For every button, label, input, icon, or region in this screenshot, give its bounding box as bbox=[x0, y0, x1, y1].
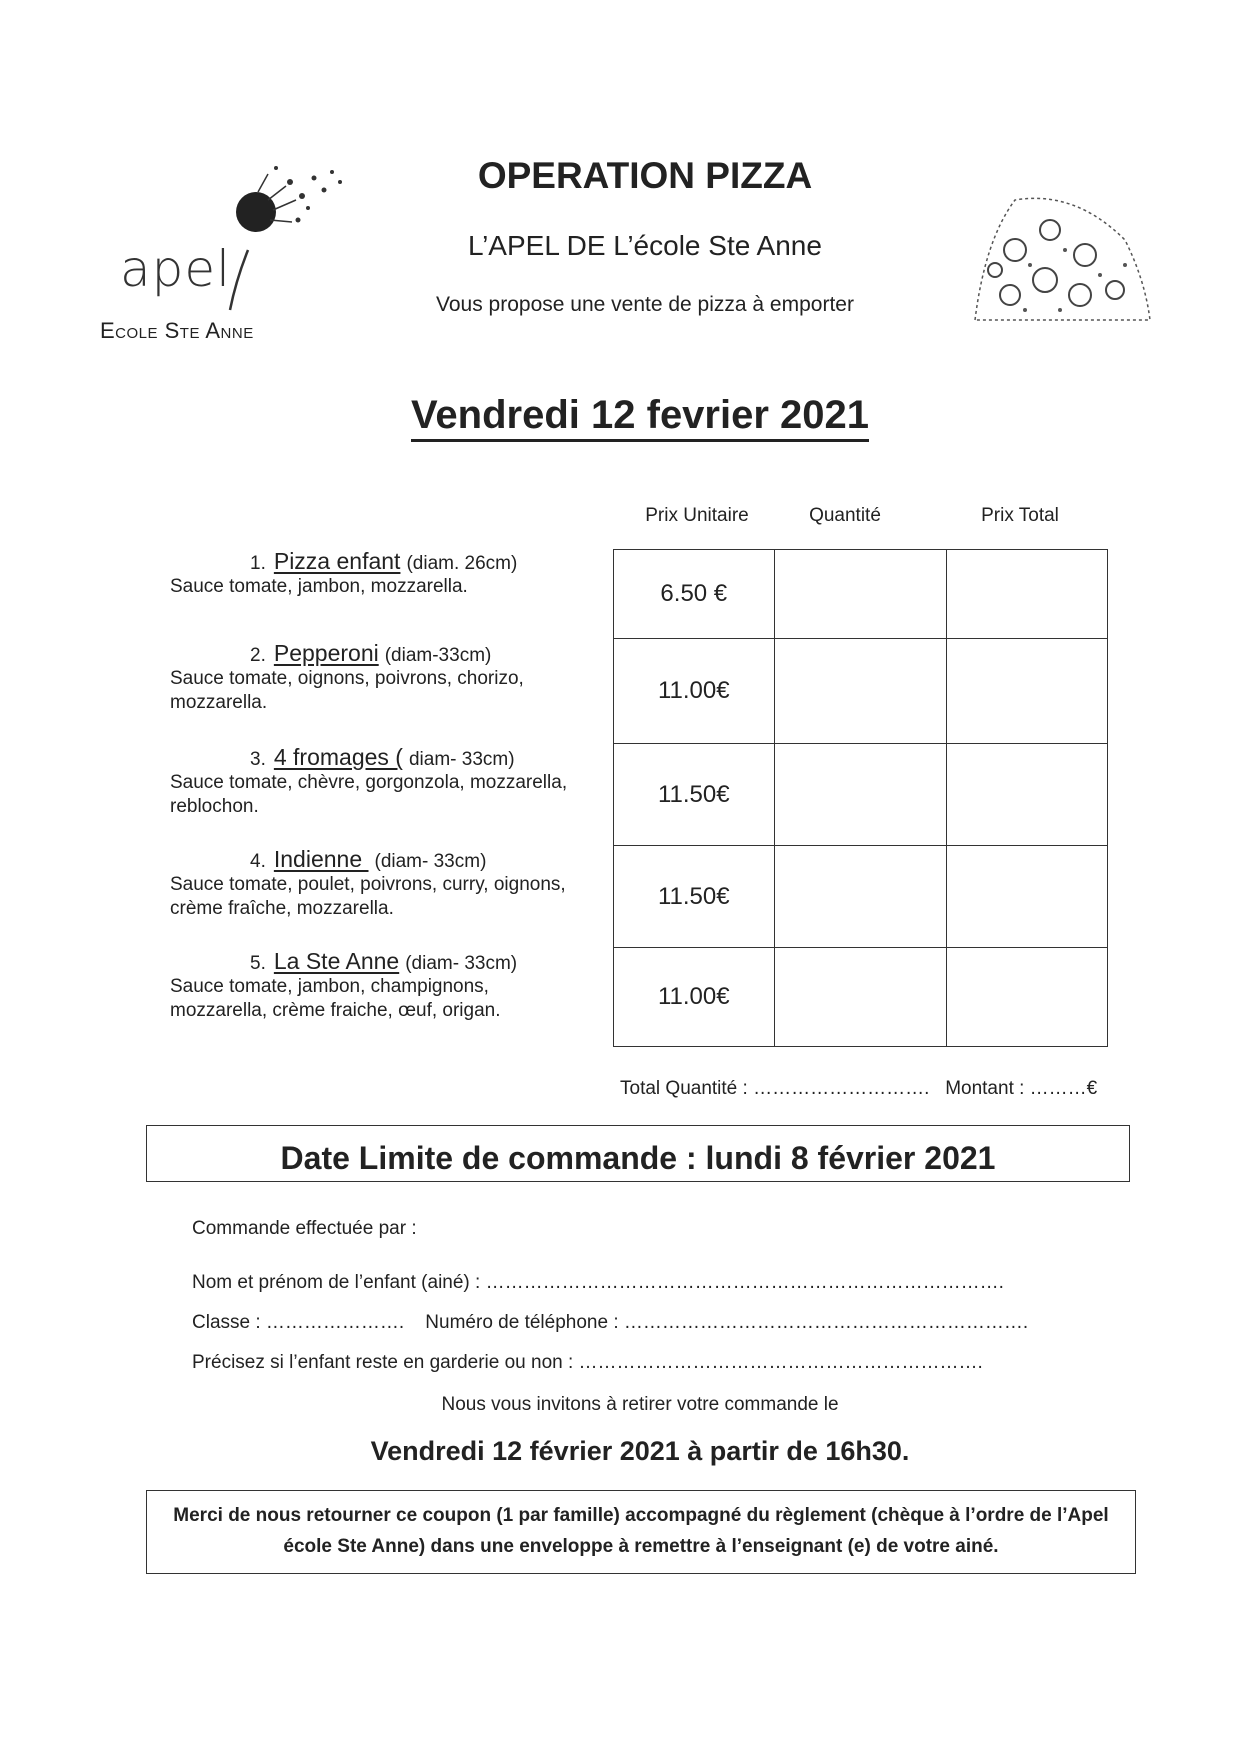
item-size: (diam-33cm) bbox=[384, 645, 492, 666]
item-description: Sauce tomate, poulet, poivrons, curry, oignons, crème fraîche, mozzarella. bbox=[170, 874, 566, 919]
ordered-by-label: Commande effectuée par : bbox=[192, 1218, 417, 1239]
item-size: diam- 33cm) bbox=[408, 749, 515, 770]
page-title: OPERATION PIZZA bbox=[477, 155, 813, 196]
quantity-cell[interactable] bbox=[774, 744, 946, 846]
item-description: Sauce tomate, oignons, poivrons, chorizo, mozzarella. bbox=[170, 668, 524, 713]
pickup-text: Nous vous invitons à retirer votre commande le bbox=[441, 1394, 839, 1415]
order-deadline: Date Limite de commande : lundi 8 février 2021 bbox=[280, 1140, 996, 1176]
pickup-date: Vendredi 12 février 2021 à partir de 16h30. bbox=[370, 1436, 910, 1466]
item-size: (diam. 26cm) bbox=[406, 553, 518, 574]
item-name: Indienne bbox=[273, 846, 369, 872]
logo-school-name: Ecole Ste Anne bbox=[100, 318, 254, 343]
column-header-unit-price: Prix Unitaire bbox=[645, 505, 749, 526]
order-table bbox=[613, 549, 1108, 1047]
total-price-cell[interactable] bbox=[946, 550, 1107, 639]
class-phone-field[interactable]: Classe : …………………. Numéro de téléphone : ………………………………………………………. bbox=[192, 1312, 1029, 1333]
column-header-quantity: Quantité bbox=[809, 505, 881, 526]
item-name: 4 fromages ( bbox=[273, 744, 403, 770]
total-price-cell[interactable] bbox=[946, 744, 1107, 846]
menu-item bbox=[170, 846, 590, 921]
item-name: Pizza enfant bbox=[273, 548, 401, 574]
quantity-cell[interactable] bbox=[774, 639, 946, 744]
item-size: (diam- 33cm) bbox=[374, 851, 487, 872]
item-size: (diam- 33cm) bbox=[405, 953, 518, 974]
unit-price-cell: 11.50€ bbox=[614, 744, 775, 846]
item-number: 3. bbox=[250, 749, 266, 770]
table-row bbox=[614, 948, 1108, 1047]
total-price-cell[interactable] bbox=[946, 846, 1107, 948]
table-row bbox=[614, 639, 1108, 744]
page-tagline: Vous propose une vente de pizza à emporter bbox=[436, 293, 854, 316]
unit-price-cell: 11.00€ bbox=[614, 948, 775, 1047]
table-row bbox=[614, 550, 1108, 639]
menu-item bbox=[170, 640, 590, 715]
menu-item bbox=[170, 744, 590, 819]
menu-item bbox=[170, 548, 590, 599]
table-row bbox=[614, 744, 1108, 846]
table-row bbox=[614, 846, 1108, 948]
item-number: 4. bbox=[250, 851, 266, 872]
pizza-slice-icon bbox=[955, 180, 1155, 330]
item-name: La Ste Anne bbox=[273, 948, 400, 974]
item-number: 5. bbox=[250, 953, 266, 974]
unit-price-cell: 6.50 € bbox=[614, 550, 775, 639]
item-description: Sauce tomate, jambon, champignons, mozzarella, crème fraiche, œuf, origan. bbox=[170, 976, 501, 1021]
logo-wordmark: apel bbox=[120, 240, 232, 298]
total-price-cell[interactable] bbox=[946, 639, 1107, 744]
unit-price-cell: 11.00€ bbox=[614, 639, 775, 744]
unit-price-cell: 11.50€ bbox=[614, 846, 775, 948]
total-price-cell[interactable] bbox=[946, 948, 1107, 1047]
menu-item bbox=[170, 948, 590, 1023]
child-name-field[interactable]: Nom et prénom de l’enfant (ainé) : ………………………………………………………………………. bbox=[192, 1272, 1004, 1293]
column-header-total-price: Prix Total bbox=[981, 505, 1059, 526]
quantity-cell[interactable] bbox=[774, 846, 946, 948]
item-name: Pepperoni bbox=[273, 640, 379, 666]
item-number: 1. bbox=[250, 553, 266, 574]
item-description: Sauce tomate, jambon, mozzarella. bbox=[170, 576, 468, 597]
event-date: Vendredi 12 fevrier 2021 bbox=[390, 393, 890, 438]
quantity-cell[interactable] bbox=[774, 948, 946, 1047]
item-description: Sauce tomate, chèvre, gorgonzola, mozzarella, reblochon. bbox=[170, 772, 568, 817]
daycare-field[interactable]: Précisez si l’enfant reste en garderie ou non : ………………………………………………………. bbox=[192, 1352, 983, 1373]
page-subtitle: L’APEL DE L’école Ste Anne bbox=[468, 230, 822, 261]
return-note: Merci de nous retourner ce coupon (1 par famille) accompagné du règlement (chèque à l’ordre de l’Apel école Ste Anne) dans une enveloppe à remettre à l’enseignant (e) de votre ainé. bbox=[173, 1505, 1109, 1557]
item-number: 2. bbox=[250, 645, 266, 666]
quantity-cell[interactable] bbox=[774, 550, 946, 639]
totals-line[interactable]: Total Quantité : ………………………. Montant : ………€ bbox=[620, 1078, 1098, 1099]
